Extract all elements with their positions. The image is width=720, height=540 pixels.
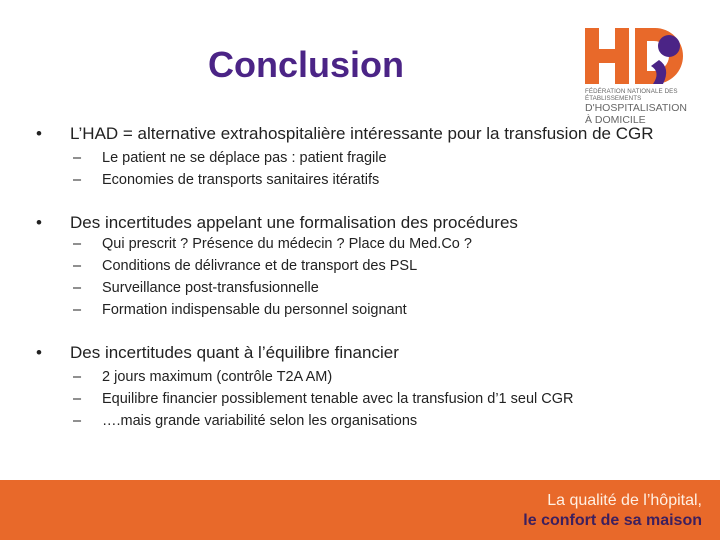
dash-mark: – [73, 302, 82, 318]
sub-item [36, 299, 676, 321]
bullet-item [36, 343, 676, 363]
logo-caption [585, 88, 695, 126]
sub-text: ….mais grande variabilité selon les organisations [102, 413, 418, 429]
sub-item [36, 277, 676, 299]
bullet-item [36, 124, 676, 144]
footer-tagline-2: le confort de sa maison [523, 512, 702, 529]
bullet-text: L’HAD = alternative extrahospitalière intéressante pour la transfusion de CGR [70, 124, 654, 143]
sub-item [36, 233, 676, 255]
dash-mark: – [73, 258, 82, 274]
bullet-mark: • [36, 343, 42, 362]
sub-text: Le patient ne se déplace pas : patient fragile [102, 150, 387, 166]
dash-mark: – [73, 236, 82, 252]
sub-text: Formation indispensable du personnel soignant [102, 302, 407, 318]
hd-logo-mark [585, 28, 689, 84]
sub-item [36, 410, 676, 432]
bullet-text: Des incertitudes quant à l’équilibre financier [70, 343, 399, 362]
sub-text: Surveillance post-transfusionnelle [102, 280, 319, 296]
bullet-text: Des incertitudes appelant une formalisation des procédures [70, 213, 518, 232]
dash-mark: – [73, 150, 82, 166]
dash-mark: – [73, 172, 82, 188]
sub-item [36, 255, 676, 277]
sub-item [36, 147, 676, 169]
sub-text: 2 jours maximum (contrôle T2A AM) [102, 369, 333, 385]
sub-item [36, 388, 676, 410]
bullet-mark: • [36, 213, 42, 232]
dash-mark: – [73, 369, 82, 385]
slide-title: Conclusion [208, 44, 404, 85]
sub-text: Equilibre financier possiblement tenable avec la transfusion d’1 seul CGR [102, 391, 574, 407]
bullet-item [36, 213, 676, 233]
logo-line-3: À DOMICILE [585, 114, 646, 126]
hd-logo [585, 28, 695, 126]
sub-item [36, 366, 676, 388]
dash-mark: – [73, 413, 82, 429]
sub-item [36, 169, 676, 191]
bullet-list [36, 124, 676, 432]
logo-line-2: D'HOSPITALISATION [585, 102, 687, 114]
footer-tagline-1: La qualité de l’hôpital, [547, 492, 702, 509]
logo-line-1: FÉDÉRATION NATIONALE DES ÉTABLISSEMENTS [585, 88, 678, 102]
dash-mark: – [73, 391, 82, 407]
footer-banner [0, 480, 720, 540]
bullet-mark: • [36, 124, 42, 143]
dash-mark: – [73, 280, 82, 296]
sub-text: Conditions de délivrance et de transport des PSL [102, 258, 418, 274]
sub-text: Economies de transports sanitaires itératifs [102, 172, 380, 188]
sub-text: Qui prescrit ? Présence du médecin ? Place du Med.Co ? [102, 236, 472, 252]
